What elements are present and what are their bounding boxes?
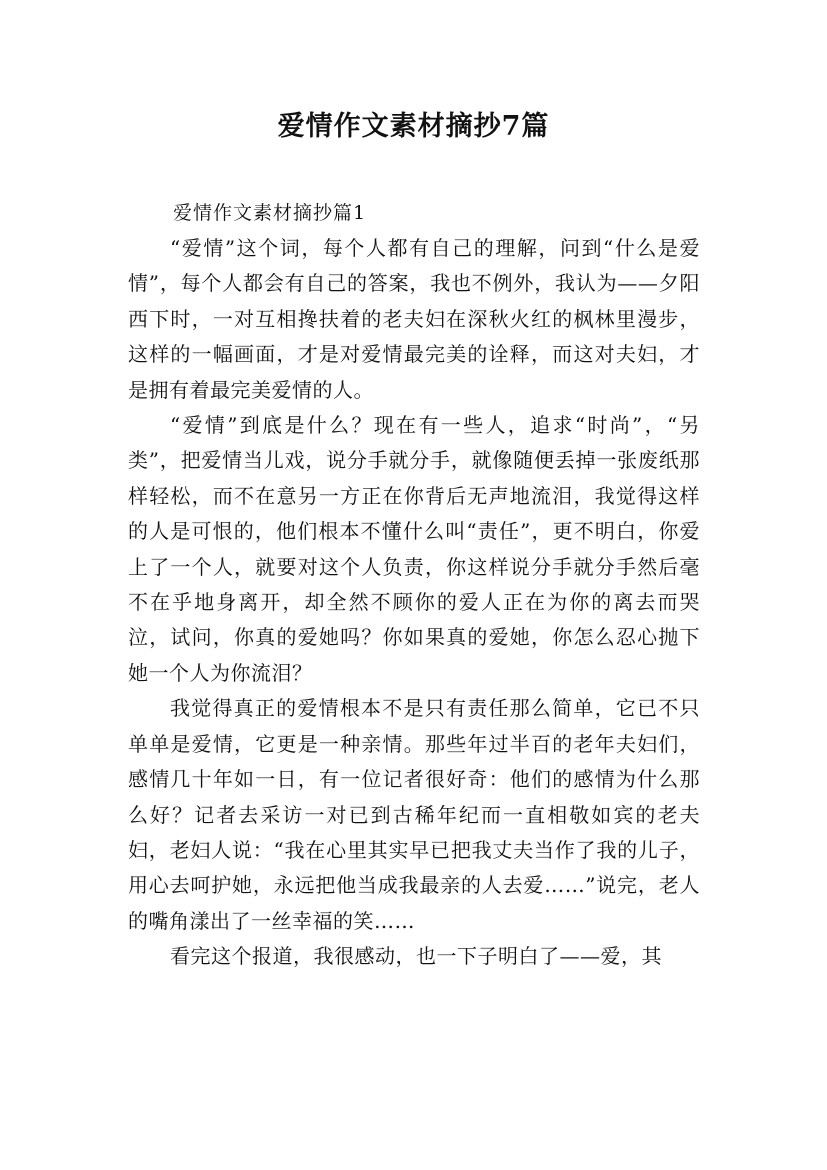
paragraph-1: “爱情”这个词，每个人都有自己的理解，问到“什么是爱情”，每个人都会有自己的答案，我也不例外，我认为——夕阳西下时，一对互相搀扶着的老夫妇在深秋火红的枫林里漫步，这样的一幅画面，才是对爱情最完美的诠释，而这对夫妇，才是拥有着最完美爱情的人。 (128, 236, 700, 402)
paragraph-4: 看完这个报道，我很感动，也一下子明白了——爱，其 (170, 944, 662, 969)
document-title: 爱情作文素材摘抄7篇 (277, 111, 550, 142)
section-heading: 爱情作文素材摘抄篇1 (173, 202, 367, 224)
paragraph-2: “爱情”到底是什么？现在有一些人，追求“时尚”，“另类”，把爱情当儿戏，说分手就分手，就像随便丢掉一张废纸那样轻松，而不在意另一方正在你背后无声地流泪，我觉得这样的人是可恨的，他们根本不懂什么叫“责任”，更不明白，你爱上了一个人，就要对这个人负责，你这样说分手就分手然后毫不在乎地身离开，却全然不顾你的爱人正在为你的离去而哭泣，试问，你真的爱她吗？你如果真的爱她，你怎么忍心抛下她一个人为你流泪？ (128, 413, 700, 685)
document-body (128, 196, 700, 975)
paragraph-3: 我觉得真正的爱情根本不是只有责任那么简单，它已不只单单是爱情，它更是一种亲情。那些年过半百的老年夫妇们，感情几十年如一日，有一位记者很好奇：他们的感情为什么那么好？记者去采访一对已到古稀年纪而一直相敬如宾的老夫妇，老妇人说：“我在心里其实早已把我丈夫当作了我的儿子，用心去呵护她，永远把他当成我最亲的人去爱……”说完，老人的嘴角漾出了一丝幸福的笑…… (128, 696, 700, 933)
